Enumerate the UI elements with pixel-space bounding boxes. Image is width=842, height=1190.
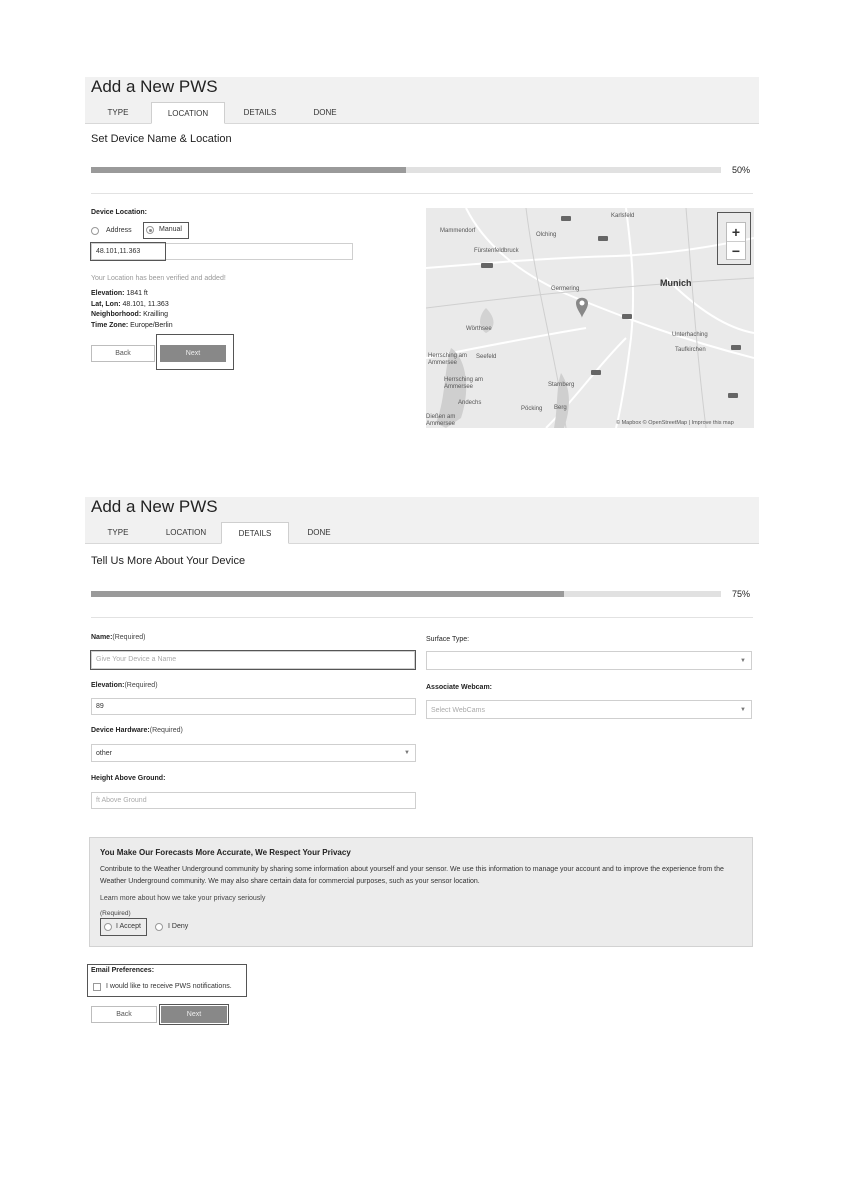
- map-label: Herrsching am Ammersee: [444, 377, 484, 390]
- tab-done[interactable]: DONE: [313, 108, 337, 117]
- highlight-coords: [90, 242, 166, 261]
- detail-neighborhood: Neighborhood: Krailling: [91, 311, 169, 318]
- email-checkbox[interactable]: [93, 983, 101, 991]
- tab-details[interactable]: DETAILS: [243, 108, 277, 117]
- radio-manual[interactable]: [146, 226, 154, 234]
- detail-latlon: Lat, Lon: 48.101, 11.363: [91, 300, 169, 308]
- privacy-required: (Required): [100, 910, 131, 917]
- progress-bar: [91, 167, 721, 173]
- height-label: Height Above Ground:: [91, 775, 166, 782]
- road-shield: [561, 216, 571, 221]
- surface-select[interactable]: [426, 651, 752, 670]
- progress-fill: [91, 167, 406, 173]
- webcam-label: Associate Webcam:: [426, 684, 493, 691]
- chevron-down-icon: ▼: [740, 658, 746, 664]
- back-button[interactable]: Back: [91, 1006, 157, 1023]
- radio-address[interactable]: [91, 227, 99, 235]
- map-label-munich: Munich: [660, 278, 692, 288]
- tab-details[interactable]: DETAILS: [221, 522, 289, 544]
- privacy-body: Contribute to the Weather Underground community by sharing some information about yourself and your sensor. We use this information to manage your account and to improve the experience from the Weather Underground community. We may also share certain data for commercial purposes, such as your sensor location.: [100, 866, 724, 885]
- divider: [91, 193, 753, 194]
- header-bar: [85, 77, 759, 124]
- map-pin: [576, 298, 588, 318]
- highlight-zoom: [717, 212, 751, 265]
- page-title: Add a New PWS: [91, 497, 218, 516]
- radio-deny[interactable]: [155, 923, 163, 931]
- name-input[interactable]: Give Your Device a Name: [91, 651, 415, 669]
- section-title: Set Device Name & Location: [91, 133, 232, 145]
- location-map[interactable]: [426, 208, 754, 428]
- highlight-next: [156, 334, 234, 370]
- elevation-input[interactable]: 89: [91, 698, 416, 715]
- next-button[interactable]: Next: [161, 1006, 227, 1023]
- progress-bar: [91, 591, 721, 597]
- map-label: Mammendorf: [440, 228, 476, 234]
- chevron-down-icon: ▼: [404, 750, 410, 756]
- chevron-down-icon: ▼: [740, 707, 746, 713]
- tab-bar: [85, 102, 355, 124]
- hardware-select[interactable]: other ▼: [91, 744, 416, 762]
- privacy-learn-more-link[interactable]: Learn more about how we take your privacy seriously: [100, 895, 266, 902]
- radio-manual-label: Manual: [159, 226, 182, 233]
- map-label: Starnberg: [548, 382, 575, 388]
- map-label: Herrsching am Ammersee: [428, 353, 468, 366]
- highlight-next: [159, 1004, 229, 1025]
- road-shield: [728, 393, 738, 398]
- page-title: Add a New PWS: [91, 77, 218, 96]
- progress-fill: [91, 591, 564, 597]
- road-shield: [622, 314, 632, 319]
- divider: [91, 617, 753, 618]
- road-shield: [731, 345, 741, 350]
- road-shield: [591, 370, 601, 375]
- email-checkbox-label: I would like to receive PWS notifications.: [106, 983, 232, 990]
- map-label: Germering: [551, 286, 580, 292]
- map-label: Berg: [554, 405, 567, 411]
- height-input[interactable]: ft Above Ground: [91, 792, 416, 809]
- tab-type[interactable]: TYPE: [107, 108, 129, 117]
- road-shield: [481, 263, 493, 268]
- progress-label: 50%: [732, 165, 751, 175]
- webcam-select[interactable]: Select WebCams ▼: [426, 700, 752, 719]
- back-button[interactable]: Back: [91, 345, 155, 362]
- map-attribution[interactable]: © Mapbox © OpenStreetMap | Improve this map: [616, 420, 734, 426]
- email-label: Email Preferences:: [91, 967, 155, 974]
- tab-type[interactable]: TYPE: [107, 528, 129, 537]
- map-label: Andechs: [458, 400, 482, 406]
- tab-location[interactable]: LOCATION: [151, 102, 225, 124]
- map-label: Pöcking: [521, 406, 543, 412]
- header-bar: [85, 497, 759, 544]
- panel-details: [85, 497, 759, 1027]
- map-label: Unterhaching: [672, 332, 708, 338]
- privacy-heading: You Make Our Forecasts More Accurate, We Respect Your Privacy: [100, 848, 351, 857]
- coords-input[interactable]: 48.101,11.363: [91, 243, 353, 260]
- panel-location: [85, 77, 759, 437]
- map-roads: [426, 208, 754, 428]
- surface-label: Surface Type:: [426, 636, 470, 643]
- elevation-label: Elevation:(Required): [91, 682, 158, 689]
- hardware-label: Device Hardware:(Required): [91, 727, 183, 734]
- radio-deny-label: I Deny: [168, 923, 189, 930]
- radio-address-label: Address: [106, 227, 132, 234]
- tab-bar: [85, 522, 349, 544]
- map-label: Taufkirchen: [675, 347, 706, 353]
- section-title: Tell Us More About Your Device: [91, 555, 246, 567]
- map-label: Karlsfeld: [611, 213, 635, 219]
- map-label: Dießen am Ammersee: [426, 414, 456, 427]
- road-shield: [598, 236, 608, 241]
- tab-location[interactable]: LOCATION: [165, 528, 207, 537]
- highlight-name: [90, 650, 416, 670]
- tab-done[interactable]: DONE: [307, 528, 331, 537]
- detail-elevation: Elevation: 1841 ft: [91, 290, 148, 297]
- detail-timezone: Time Zone: Europe/Berlin: [91, 321, 173, 329]
- highlight-accept: [100, 918, 147, 936]
- privacy-box: [89, 837, 753, 947]
- device-location-label: Device Location:: [91, 209, 148, 216]
- map-label: Seefeld: [476, 354, 497, 360]
- zoom-out-button[interactable]: −: [731, 243, 741, 259]
- map-label: Fürstenfeldbruck: [474, 248, 519, 254]
- radio-accept-label: I Accept: [116, 923, 141, 930]
- progress-label: 75%: [732, 589, 751, 599]
- next-button[interactable]: Next: [160, 345, 226, 362]
- map-label: Olching: [536, 232, 557, 238]
- map-label: Wörthsee: [466, 326, 492, 332]
- location-details: [91, 289, 173, 331]
- verified-message: Your Location has been verified and added!: [91, 275, 226, 282]
- name-label: Name:(Required): [91, 634, 146, 641]
- zoom-in-button[interactable]: +: [727, 223, 745, 242]
